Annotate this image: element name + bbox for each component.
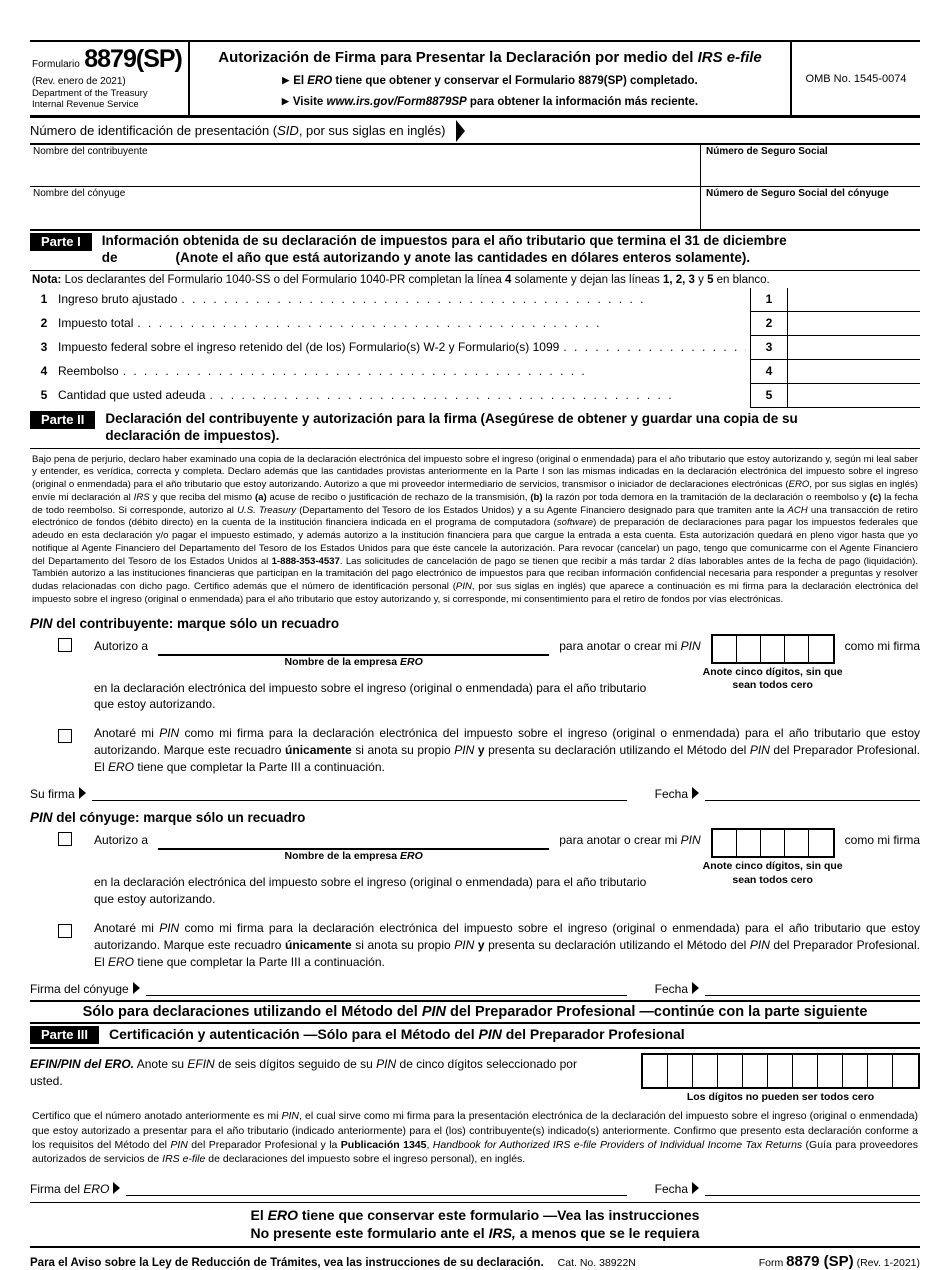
pin-digit-cell[interactable]: [737, 830, 761, 856]
spouse-self-enter-text: Anotaré mi PIN como mi firma para la declaración electrónica del impuesto sobre el ingreso (original o enmendada) para el año tributario que estoy autorizando. Marque este recuadro únicamente si anota su propio PIN y presenta su declaración utilizando el Método del PIN del Preparador Profesional. El ERO tiene que completar la Parte III a continuación.: [94, 921, 920, 969]
efin-row: [30, 1049, 920, 1104]
taxpayer-declaration-text: Bajo pena de perjurio, declaro haber examinado una copia de la declaración electrónica del impuesto sobre el ingreso (original o enmendada) para el año tributario que estoy autorizando y, según mi leal saber y entender, es verídica, correcta y completa. Declaro además que las cantidades provistas anteriormente en la Parte I son las mismas indicadas en la declaración electrónica del impuesto sobre el ingreso (original o enmendada) para el año tributario que estoy autorizando. Autorizo a que mi proveedor intermediario de servicios, transmisor o iniciador de declaraciones electrónicas (ERO, por sus siglas en inglés) envíe mi declaración al IRS y que reciba del mismo (a) acuse de recibo o justificación de rechazo de la transmisión, (b) la razón por toda demora en la tramitación de la declaración o reembolso y (c) la fecha de todo reembolso. Si corresponde, autorizo al U.S. Treasury (Departamento del Tesoro de los Estados Unidos) y a su Agente Financiero designado para que tramiten ante la ACH una transacción de retiro electrónico de fondos (débito directo) en la cuenta de la institución financiera indicada en el programa de computadora (software) de preparación de declaraciones para pagar los impuestos federales que adeudo en esta declaración y/o pagar el impuesto estimado, y además autorizo a la institución financiera para que cargue la entrada a esta cuenta. Esta autorización quedará en pleno vigor hasta que yo notifique al Agente Financiero del Departamento del Tesoro de los Estados Unidos para que éste cancele la autorización. Para revocar (cancelar) un pago, tengo que comunicarme con el Agente Financiero del Departamento del Tesoro de los Estados Unidos al 1-888-353-4537. Las solicitudes de cancelación de pago se tienen que recibir a más tardar 2 días laborables antes de la fecha de pago (liquidación). También autorizo a las instituciones financieras que participan en la tramitación del pago electrónico de impuestos para que reciban información confidencial necesaria para responder a preguntas y resolver dudas relacionadas con dicho pago. Certifico además que el número de identificación personal (PIN, por sus siglas en inglés) que aparece a continuación es mi firma para la declaración electrónica del impuesto sobre el ingreso (original o enmendada) para el año tributario que estoy autorizando y, si corresponde, mi consentimiento para el retiro de fondos por vías electrónicas.: [32, 453, 919, 605]
taxpayer-signature-input[interactable]: [92, 785, 627, 801]
catalog-number: Cat. No. 38922N: [557, 1256, 636, 1269]
taxpayer-self-enter-row: [30, 725, 920, 775]
part1-line-3: 3 Impuesto federal sobre el ingreso retenido del (de los) Formulario(s) W-2 y Formulario(s) 1099 . . 3: [30, 336, 920, 360]
spouse-signature-row: [30, 970, 920, 1000]
part1-badge: Parte I: [30, 233, 92, 251]
efin-digit-cell[interactable]: [843, 1055, 868, 1087]
ero-signature-input[interactable]: [126, 1180, 626, 1196]
part3-header: [30, 1024, 920, 1049]
form-8879sp-page: [30, 40, 920, 1270]
omb-number: OMB No. 1545-0074: [805, 72, 907, 85]
arrow-right-icon: [79, 787, 86, 799]
as-my-signature-label: como mi firma: [844, 638, 920, 653]
taxpayer-name-row: [30, 145, 920, 187]
taxpayer-pin-boxes: [702, 634, 843, 691]
taxpayer-pin-heading: PIN del contribuyente: marque sólo un recuadro: [30, 615, 340, 631]
part3-badge: Parte III: [30, 1026, 99, 1044]
spouse-ssn-field[interactable]: Número de Seguro Social del cónyuge: [700, 187, 920, 229]
arrow-right-icon: [133, 982, 140, 994]
line2-amount-field[interactable]: [788, 312, 920, 336]
part1-note: Nota: Los declarantes del Formulario 1040-SS o del Formulario 1040-PR completan la línea 4 solamente y dejan las líneas 1, 2, 3 y 5 en blanco.: [32, 273, 770, 286]
line5-amount-field[interactable]: [788, 384, 920, 408]
efin-digit-cell[interactable]: [768, 1055, 793, 1087]
efin-digit-cell[interactable]: [818, 1055, 843, 1087]
spouse-ero-firm-name-input[interactable]: [158, 828, 549, 863]
taxpayer-date-input[interactable]: [705, 785, 920, 801]
dot-leader: [563, 336, 746, 360]
header-bullet-2: ▶ Visite www.irs.gov/Form8879SP para obtener la información más reciente.: [196, 96, 784, 108]
spouse-date-label: Fecha: [654, 982, 688, 997]
part2-badge: Parte II: [30, 411, 95, 429]
taxpayer-ssn-field[interactable]: Número de Seguro Social: [700, 145, 920, 186]
taxpayer-ero-firm-name-input[interactable]: [158, 634, 549, 668]
taxpayer-signature-row: [30, 775, 920, 805]
paperwork-act-notice: Para el Aviso sobre la Ley de Reducción de Trámites, vea las instrucciones de su declaración.: [30, 1256, 544, 1269]
dot-leader: [123, 360, 746, 384]
form-title-block: [190, 42, 792, 115]
part1-line-1: 1 Ingreso bruto ajustado . . 1: [30, 288, 920, 312]
practitioner-pin-banner: Sólo para declaraciones utilizando el Método del PIN del Preparador Profesional —continúe con la parte siguiente: [30, 1000, 920, 1024]
taxpayer-authorize-row: [30, 634, 920, 691]
spouse-self-enter-checkbox[interactable]: [58, 924, 72, 938]
efin-digit-cell[interactable]: [718, 1055, 743, 1087]
dot-leader: [209, 384, 746, 408]
part1-line-4: 4 Reembolso . . 4: [30, 360, 920, 384]
form-word: Formulario: [32, 59, 80, 70]
ero-firm-name-sublabel: Nombre de la empresa ERO: [284, 655, 423, 668]
pin-digit-cell[interactable]: [713, 636, 737, 662]
line3-amount-field[interactable]: [788, 336, 920, 360]
taxpayer-name-field[interactable]: Nombre del contribuyente: [33, 146, 148, 157]
efin-digit-cell[interactable]: [793, 1055, 818, 1087]
part2-heading: Declaración del contribuyente y autorización para la firma (Asegúrese de obtener y guardar una copia de su declaración de impuestos).: [105, 410, 798, 443]
part3-heading: Certificación y autenticación —Sólo para el Método del PIN del Preparador Profesional: [108, 1026, 685, 1043]
ero-firm-name-sublabel: Nombre de la empresa ERO: [284, 850, 423, 863]
retention-notice: [30, 1202, 920, 1247]
efin-digit-cell[interactable]: [643, 1055, 668, 1087]
efin-digit-cell[interactable]: [743, 1055, 768, 1087]
efin-instruction: EFIN/PIN del ERO. Anote su EFIN de seis dígitos seguido de su PIN de cinco dígitos seleccionado por usted.: [30, 1057, 577, 1088]
ero-signature-row: [30, 1170, 920, 1200]
efin-digit-cell[interactable]: [668, 1055, 693, 1087]
line4-amount-field[interactable]: [788, 360, 920, 384]
arrow-right-icon: [113, 1182, 120, 1194]
ero-date-label: Fecha: [654, 1182, 688, 1197]
department-line: Department of the Treasury Internal Revenue Service: [32, 88, 148, 110]
efin-boxes-note: Los dígitos no pueden ser todos cero: [686, 1091, 875, 1104]
retention-line-2: No presente este formulario ante el IRS, a menos que se le requiera: [250, 1225, 700, 1242]
retention-line-1: El ERO tiene que conservar este formulario —Vea las instrucciones: [250, 1207, 700, 1224]
authorize-mid-label: para anotar o crear mi PIN: [559, 638, 701, 653]
pin-boxes-note: Anote cinco dígitos, sin que sean todos cero: [702, 860, 843, 886]
spouse-signature-label: Firma del cónyuge: [30, 982, 129, 997]
spouse-authorize-continuation: en la declaración electrónica del impuesto sobre el ingreso (original o enmendada) para el año tributario que estoy autorizando.: [94, 875, 647, 907]
pin-digit-cell[interactable]: [809, 636, 833, 662]
ero-signature-label: Firma del ERO: [30, 1182, 110, 1197]
form-footer-id: Form 8879 (SP) (Rev. 1-2021): [758, 1252, 920, 1270]
spouse-pin-boxes: [702, 828, 843, 886]
part2-header: [30, 409, 920, 449]
ero-certification-text: Certifico que el número anotado anteriormente es mi PIN, el cual sirve como mi firma para la presentación electrónica de la declaración del impuesto sobre el ingreso (original o enmendada) que estoy autorizado a presentar para el año tributario (indicado anteriormente) para el (los) contribuyente(s) indicado(s) anteriormente. Confirmo que presento esta declaración conforme a los requisitos del Método del PIN del Preparador Profesional y la Publicación 1345, Handbook for Authorized IRS e-file Providers of Individual Income Tax Returns (Guía para proveedores autorizados de servicios de IRS e-file de declaraciones del impuesto sobre el ingreso personal), en inglés.: [32, 1110, 918, 1165]
form-footer: [30, 1248, 920, 1270]
sid-pointer-icon: [456, 120, 465, 142]
taxpayer-signature-label: Su firma: [30, 787, 75, 802]
dot-leader: [137, 312, 746, 336]
pin-digit-cell[interactable]: [713, 830, 737, 856]
header-bullet-1: ▶ El ERO tiene que obtener y conservar el Formulario 8879(SP) completado.: [196, 75, 784, 87]
form-number: 8879(SP): [84, 45, 182, 73]
authorize-label: Autorizo a: [94, 833, 149, 848]
names-table: [30, 145, 920, 231]
authorize-mid-label: para anotar o crear mi PIN: [559, 833, 701, 848]
spouse-self-enter-row: [30, 920, 920, 970]
pin-digit-cell[interactable]: [737, 636, 761, 662]
arrow-right-icon: [692, 1182, 699, 1194]
ero-date-input[interactable]: [705, 1180, 920, 1196]
part1-heading: Información obtenida de su declaración de impuestos para el año tributario que termina el 31 de diciembre de (Anote el año que está autorizando y anote las cantidades en dólares enteros solamente).: [101, 233, 787, 265]
form-title: Autorización de Firma para Presentar la Declaración por medio del IRS e-file: [218, 48, 762, 66]
taxpayer-authorize-continuation: en la declaración electrónica del impuesto sobre el ingreso (original o enmendada) para el año tributario que estoy autorizando.: [94, 680, 647, 712]
spouse-date-input[interactable]: [705, 980, 920, 996]
part1-header: [30, 231, 920, 271]
spouse-signature-input[interactable]: [146, 980, 627, 996]
efin-pin-boxes: [641, 1053, 920, 1104]
spouse-name-row: [30, 187, 920, 229]
part1-line-2: 2 Impuesto total . . 2: [30, 312, 920, 336]
efin-digit-cell[interactable]: [693, 1055, 718, 1087]
taxpayer-date-label: Fecha: [654, 787, 688, 802]
line1-amount-field[interactable]: [788, 288, 920, 312]
spouse-authorize-checkbox[interactable]: [58, 832, 72, 846]
pin-digit-cell[interactable]: [761, 636, 785, 662]
sid-label: Número de identificación de presentación (SID, por sus siglas en inglés): [30, 123, 446, 138]
pin-digit-cell[interactable]: [809, 830, 833, 856]
taxpayer-self-enter-text: Anotaré mi PIN como mi firma para la declaración electrónica del impuesto sobre el ingreso (original o enmendada) para el año tributario que estoy autorizando. Marque este recuadro únicamente si anota su propio PIN y presenta su declaración utilizando el Método del PIN del Preparador Profesional. El ERO tiene que completar la Parte III a continuación.: [94, 726, 920, 774]
spouse-pin-heading: PIN del cónyuge: marque sólo un recuadro: [30, 810, 306, 826]
arrow-right-icon: [692, 787, 699, 799]
part1-line-5: 5 Cantidad que usted adeuda . . 5: [30, 384, 920, 408]
pin-boxes-note: Anote cinco dígitos, sin que sean todos cero: [702, 665, 843, 691]
dot-leader: [181, 288, 746, 312]
authorize-label: Autorizo a: [94, 638, 149, 653]
taxpayer-self-enter-checkbox[interactable]: [58, 729, 72, 743]
efin-digit-cell[interactable]: [893, 1055, 918, 1087]
as-my-signature-label: como mi firma: [844, 833, 920, 848]
spouse-name-field[interactable]: Nombre del cónyuge: [33, 188, 126, 199]
pin-digit-cell[interactable]: [785, 636, 809, 662]
form-header: [30, 40, 920, 118]
arrow-right-icon: [692, 982, 699, 994]
form-id-block: [30, 42, 190, 115]
efin-digit-cell[interactable]: [868, 1055, 893, 1087]
taxpayer-authorize-checkbox[interactable]: [58, 638, 72, 652]
pin-digit-cell[interactable]: [761, 830, 785, 856]
pin-digit-cell[interactable]: [785, 830, 809, 856]
revision-date: (Rev. enero de 2021): [32, 76, 126, 87]
sid-row: [30, 118, 920, 145]
spouse-authorize-row: [30, 828, 920, 886]
